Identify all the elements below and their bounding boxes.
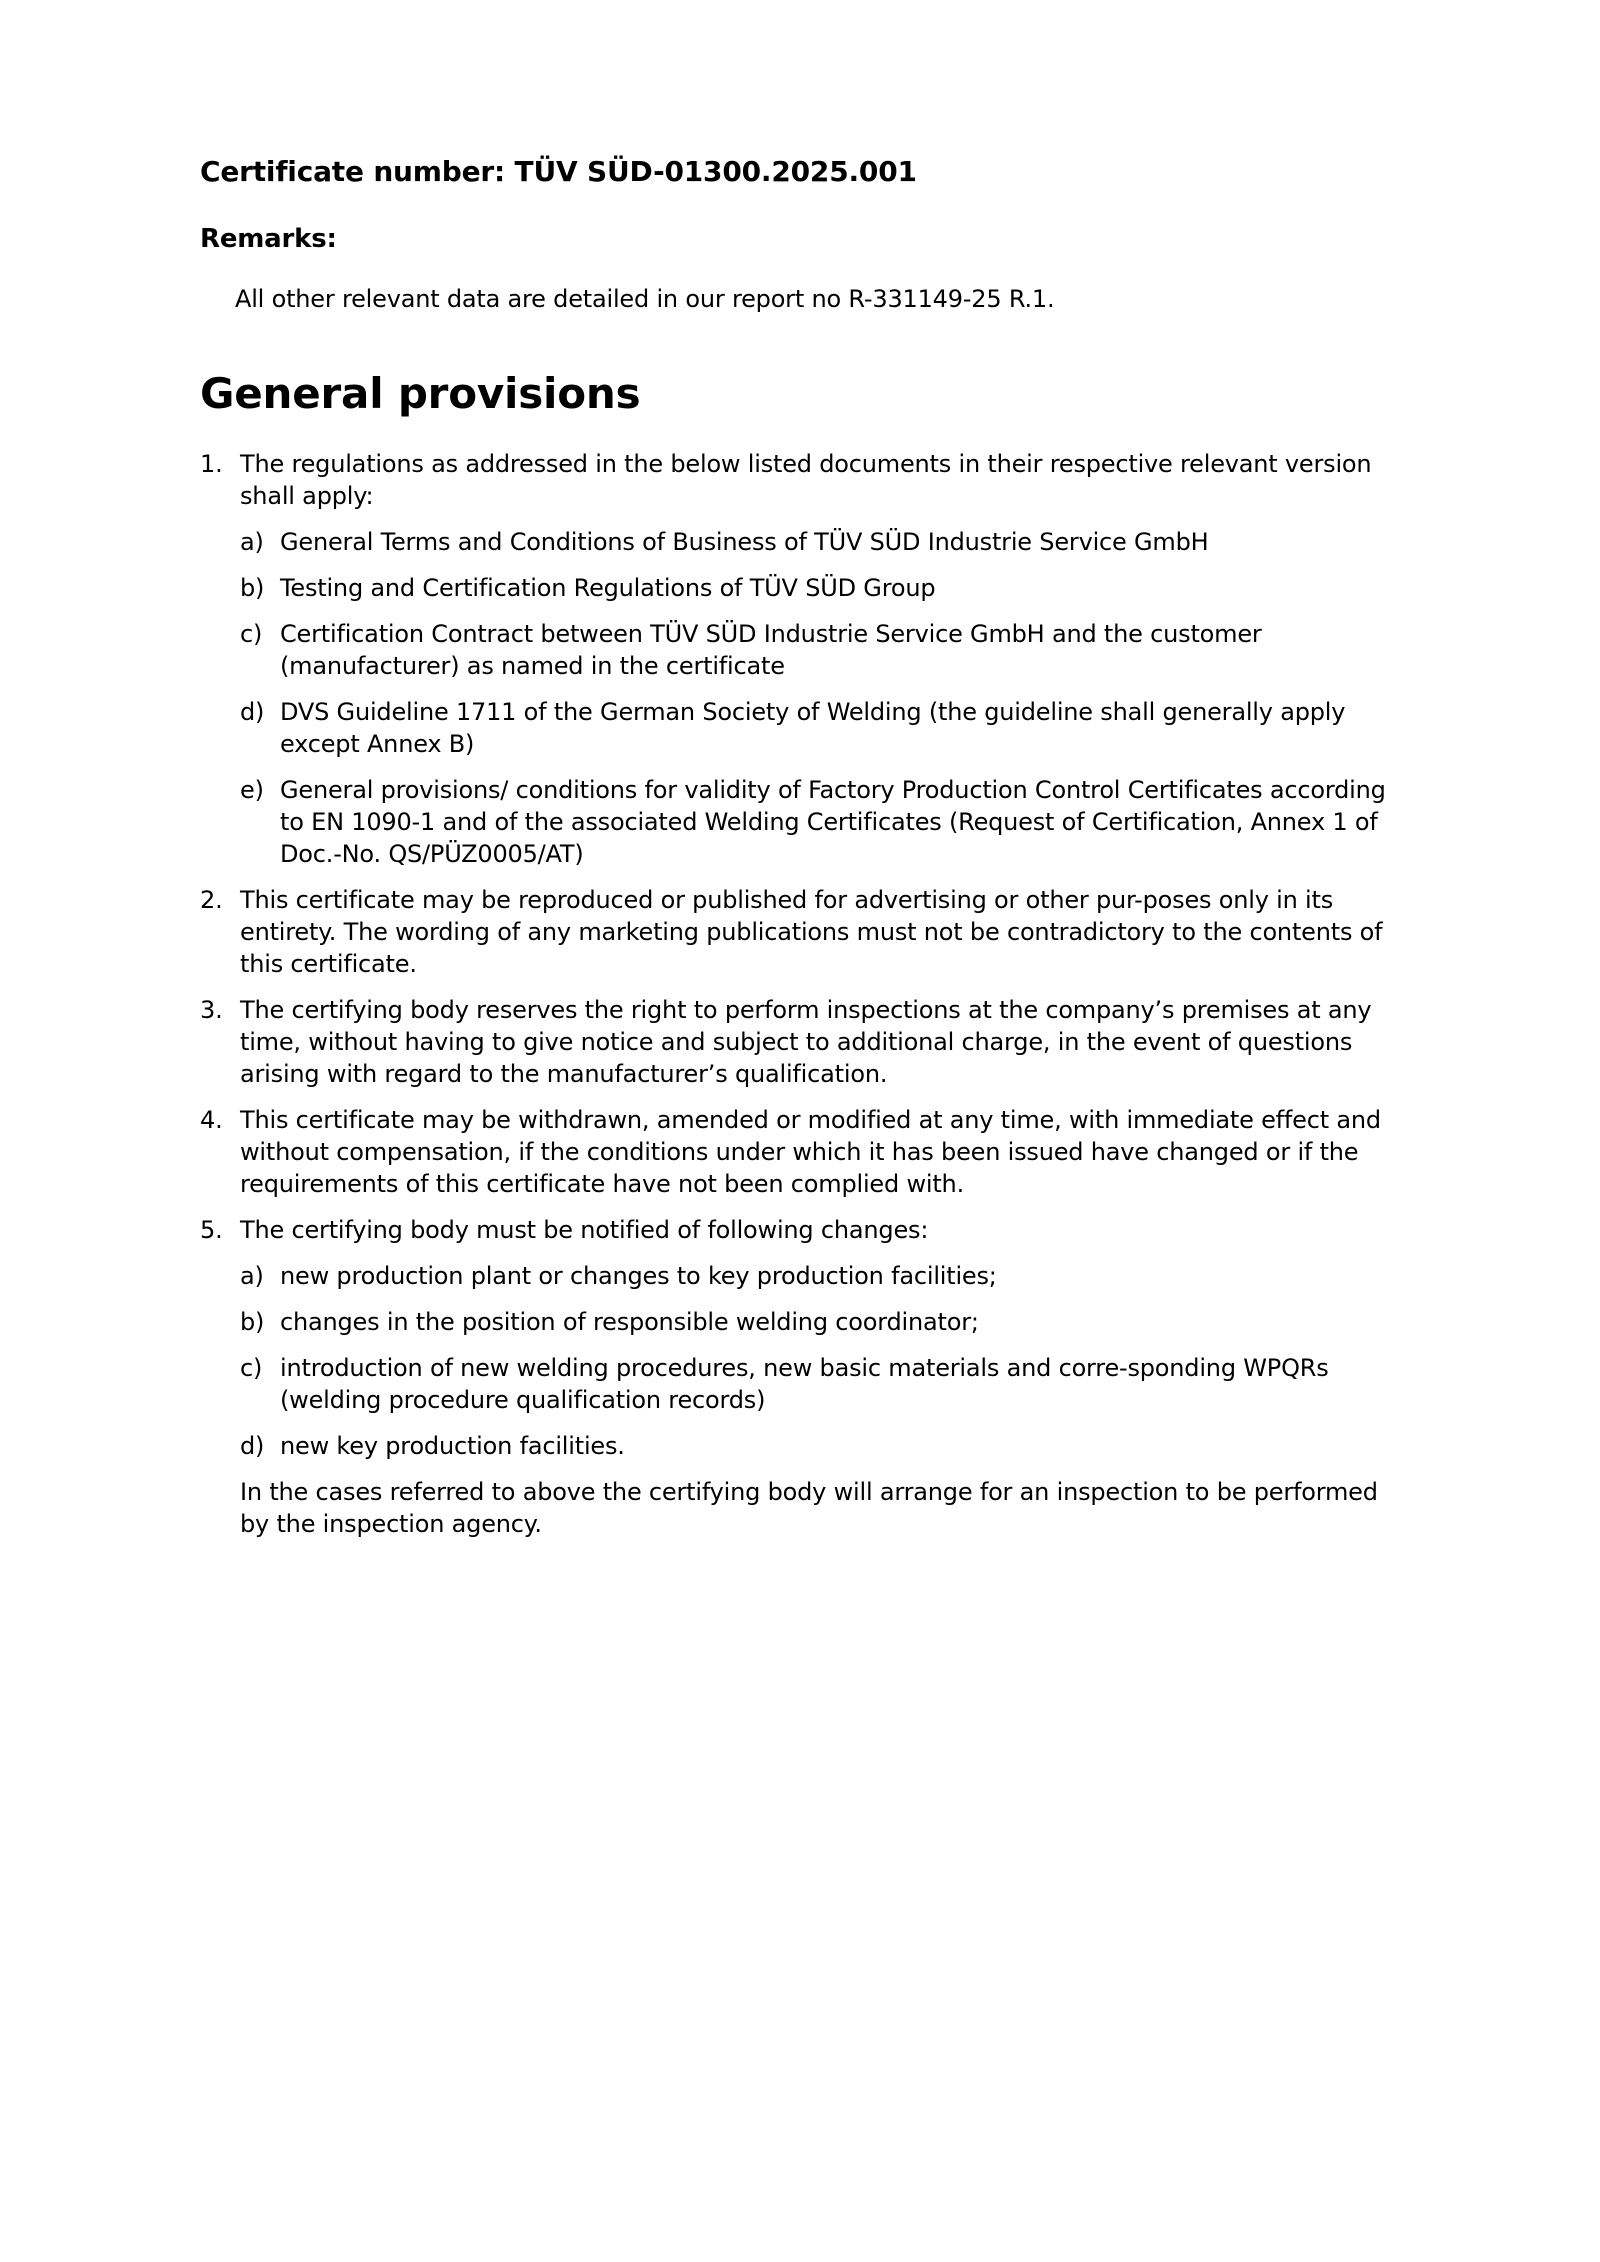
provision-text: The certifying body must be notified of following changes: [240,1216,929,1244]
provision-subitem [240,774,1396,870]
subitem-letter: b) [240,574,265,602]
provision-number: 2. [200,886,223,914]
provision-item [200,1104,1396,1200]
provision-subitem [240,572,1396,604]
remarks-text: All other relevant data are detailed in our report no R-331149-25 R.1. [235,285,1055,313]
subitem-text: changes in the position of responsible welding coordinator; [280,1308,979,1336]
subitem-text: Certification Contract between TÜV SÜD Industrie Service GmbH and the customer (manufacturer) as named in the certificate [280,620,1262,680]
provision-body [240,994,1396,1090]
provision-number: 5. [200,1216,223,1244]
provision-body [240,1104,1396,1200]
provision-text: This certificate may be reproduced or published for advertising or other pur-poses only in its entirety. The wording of any marketing publications must not be contradictory to the contents of this certificate. [240,886,1383,978]
remarks-label: Remarks: [200,224,337,254]
subitem-letter: a) [240,1262,264,1290]
subitem-text: General provisions/ conditions for validity of Factory Production Control Certificates according to EN 1090-1 and of the associated Welding Certificates (Request of Certification, Annex 1 of Doc.-No. QS/PÜZ0005/AT) [280,776,1386,868]
subitem-letter: d) [240,698,265,726]
subitem-letter: d) [240,1432,265,1460]
provision-subitem [240,1260,1396,1292]
subitem-text: new key production facilities. [280,1432,625,1460]
provision-closing: In the cases referred to above the certifying body will arrange for an inspection to be performed by the inspection agency. [240,1478,1378,1538]
subitem-text: DVS Guideline 1711 of the German Society of Welding (the guideline shall generally apply except Annex B) [280,698,1346,758]
provision-subitem [240,1306,1396,1338]
provision-number: 1. [200,450,223,478]
provision-item [200,884,1396,980]
provision-item [200,994,1396,1090]
provision-text: The certifying body reserves the right to perform inspections at the company’s premises at any time, without having to give notice and subject to additional charge, in the event of questions arising with regard to the manufacturer’s qualification. [240,996,1372,1088]
provision-item [200,1214,1396,1540]
provision-body [240,448,1396,870]
provision-subitem [240,1352,1396,1416]
subitem-letter: b) [240,1308,265,1336]
provision-subitem [240,526,1396,558]
subitem-text: new production plant or changes to key production facilities; [280,1262,997,1290]
provision-body [240,884,1396,980]
subitem-text: introduction of new welding procedures, new basic materials and corre-sponding WPQRs (welding procedure qualification records) [280,1354,1329,1414]
provision-body [240,1214,1396,1540]
provision-text: This certificate may be withdrawn, amended or modified at any time, with immediate effect and without compensation, if the conditions under which it has been issued have changed or if the requirements of this certificate have not been complied with. [240,1106,1381,1198]
provision-subitem [240,696,1396,760]
provision-item [200,448,1396,870]
provision-number: 3. [200,996,223,1024]
provision-text: The regulations as addressed in the below listed documents in their respective relevant version shall apply: [240,450,1372,510]
section-title: General provisions [200,369,641,418]
provision-number: 4. [200,1106,223,1134]
provision-subitem [240,618,1396,682]
subitem-letter: c) [240,1354,263,1382]
provisions-list [200,448,1396,1540]
subitem-letter: e) [240,776,264,804]
certificate-number-line: Certificate number: TÜV SÜD-01300.2025.001 [200,155,917,188]
provision-subitem [240,1430,1396,1462]
subitem-text: General Terms and Conditions of Business of TÜV SÜD Industrie Service GmbH [280,528,1209,556]
subitem-letter: c) [240,620,263,648]
subitem-letter: a) [240,528,264,556]
subitem-text: Testing and Certification Regulations of TÜV SÜD Group [280,574,936,602]
